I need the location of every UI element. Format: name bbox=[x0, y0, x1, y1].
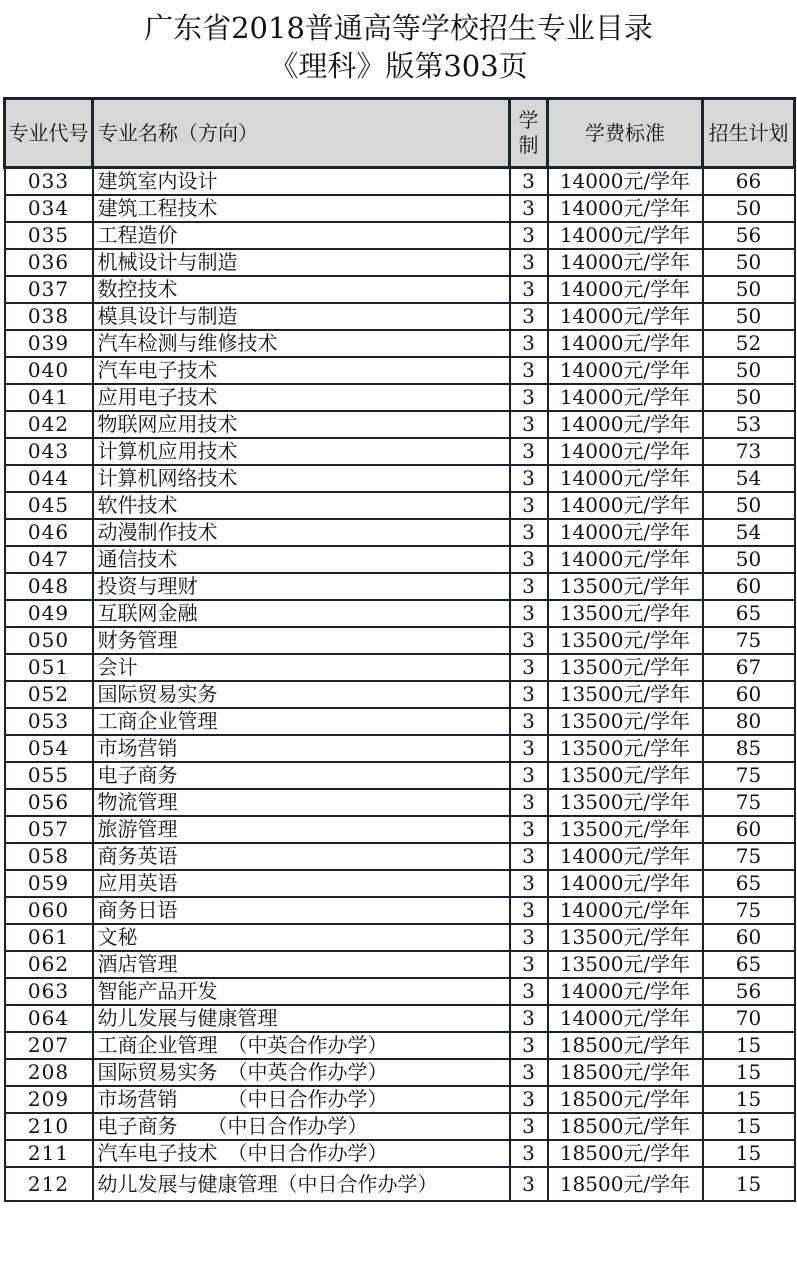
tuition-fee-cell: 14000元/学年 bbox=[548, 195, 703, 222]
table-row bbox=[5, 357, 795, 384]
table-row bbox=[5, 384, 795, 411]
enrollment-plan-cell: 50 bbox=[703, 384, 795, 411]
major-name-cell: 国际贸易实务 bbox=[93, 681, 510, 708]
tuition-fee-cell: 13500元/学年 bbox=[548, 600, 703, 627]
major-code-cell: 046 bbox=[5, 519, 93, 546]
enrollment-plan-cell: 60 bbox=[703, 573, 795, 600]
study-years-cell: 3 bbox=[510, 438, 548, 465]
major-name-cell: 商务英语 bbox=[93, 843, 510, 870]
enrollment-plan-cell: 50 bbox=[703, 357, 795, 384]
table-row bbox=[5, 195, 795, 222]
major-code-cell: 038 bbox=[5, 303, 93, 330]
study-years-cell: 3 bbox=[510, 168, 548, 196]
tuition-fee-cell: 18500元/学年 bbox=[548, 1167, 703, 1201]
major-code-cell: 057 bbox=[5, 816, 93, 843]
table-row bbox=[5, 600, 795, 627]
major-code-cell: 051 bbox=[5, 654, 93, 681]
table-row bbox=[5, 330, 795, 357]
tuition-fee-cell: 14000元/学年 bbox=[548, 492, 703, 519]
tuition-fee-cell: 14000元/学年 bbox=[548, 438, 703, 465]
table-row bbox=[5, 411, 795, 438]
major-code-cell: 062 bbox=[5, 951, 93, 978]
study-years-cell: 3 bbox=[510, 357, 548, 384]
enrollment-plan-cell: 50 bbox=[703, 195, 795, 222]
enrollment-plan-cell: 85 bbox=[703, 735, 795, 762]
tuition-fee-cell: 14000元/学年 bbox=[548, 546, 703, 573]
enrollment-plan-cell: 50 bbox=[703, 546, 795, 573]
table-row bbox=[5, 627, 795, 654]
table-row bbox=[5, 870, 795, 897]
major-name-cell: 工商企业管理 bbox=[93, 708, 510, 735]
tuition-fee-cell: 13500元/学年 bbox=[548, 654, 703, 681]
table-row bbox=[5, 1113, 795, 1140]
major-code-cell: 058 bbox=[5, 843, 93, 870]
table-row bbox=[5, 276, 795, 303]
study-years-cell: 3 bbox=[510, 303, 548, 330]
enrollment-plan-cell: 15 bbox=[703, 1086, 795, 1113]
enrollment-plan-cell: 52 bbox=[703, 330, 795, 357]
major-code-cell: 035 bbox=[5, 222, 93, 249]
enrollment-plan-cell: 50 bbox=[703, 492, 795, 519]
table-row bbox=[5, 1167, 795, 1201]
page-subtitle: 《理科》版第303页 bbox=[269, 49, 528, 83]
study-years-cell: 3 bbox=[510, 1086, 548, 1113]
major-code-cell: 055 bbox=[5, 762, 93, 789]
major-name-cell: 物流管理 bbox=[93, 789, 510, 816]
tuition-fee-cell: 14000元/学年 bbox=[548, 978, 703, 1005]
table-row bbox=[5, 1005, 795, 1032]
study-years-cell: 3 bbox=[510, 816, 548, 843]
enrollment-plan-cell: 66 bbox=[703, 168, 795, 196]
major-code-cell: 209 bbox=[5, 1086, 93, 1113]
enrollment-plan-cell: 15 bbox=[703, 1167, 795, 1201]
enrollment-plan-cell: 15 bbox=[703, 1059, 795, 1086]
tuition-fee-cell: 18500元/学年 bbox=[548, 1113, 703, 1140]
enrollment-plan-cell: 70 bbox=[703, 1005, 795, 1032]
table-row bbox=[5, 303, 795, 330]
table-row bbox=[5, 681, 795, 708]
major-name-cell: 应用英语 bbox=[93, 870, 510, 897]
major-code-cell: 047 bbox=[5, 546, 93, 573]
study-years-cell: 3 bbox=[510, 411, 548, 438]
major-name-cell: 模具设计与制造 bbox=[93, 303, 510, 330]
major-code-cell: 043 bbox=[5, 438, 93, 465]
study-years-cell: 3 bbox=[510, 1005, 548, 1032]
header-code: 专业代号 bbox=[5, 99, 93, 168]
enrollment-plan-cell: 73 bbox=[703, 438, 795, 465]
major-name-cell: 智能产品开发 bbox=[93, 978, 510, 1005]
table-row bbox=[5, 1059, 795, 1086]
major-name-cell: 文秘 bbox=[93, 924, 510, 951]
table-row bbox=[5, 843, 795, 870]
major-code-cell: 042 bbox=[5, 411, 93, 438]
tuition-fee-cell: 13500元/学年 bbox=[548, 924, 703, 951]
study-years-cell: 3 bbox=[510, 870, 548, 897]
major-code-cell: 034 bbox=[5, 195, 93, 222]
tuition-fee-cell: 14000元/学年 bbox=[548, 168, 703, 196]
study-years-cell: 3 bbox=[510, 681, 548, 708]
major-code-cell: 050 bbox=[5, 627, 93, 654]
tuition-fee-cell: 13500元/学年 bbox=[548, 789, 703, 816]
major-name-cell: 电子商务 （中日合作办学） bbox=[93, 1113, 510, 1140]
study-years-cell: 3 bbox=[510, 789, 548, 816]
enrollment-plan-cell: 60 bbox=[703, 681, 795, 708]
tuition-fee-cell: 14000元/学年 bbox=[548, 384, 703, 411]
page-title: 广东省2018普通高等学校招生专业目录 bbox=[144, 11, 653, 45]
table-row bbox=[5, 654, 795, 681]
major-name-cell: 市场营销 bbox=[93, 735, 510, 762]
study-years-cell: 3 bbox=[510, 735, 548, 762]
table-body bbox=[5, 168, 795, 1202]
study-years-cell: 3 bbox=[510, 924, 548, 951]
enrollment-plan-cell: 53 bbox=[703, 411, 795, 438]
study-years-cell: 3 bbox=[510, 1032, 548, 1059]
table-row bbox=[5, 546, 795, 573]
tuition-fee-cell: 18500元/学年 bbox=[548, 1140, 703, 1167]
table-row bbox=[5, 465, 795, 492]
table-row bbox=[5, 708, 795, 735]
major-name-cell: 建筑室内设计 bbox=[93, 168, 510, 196]
table-row bbox=[5, 573, 795, 600]
tuition-fee-cell: 14000元/学年 bbox=[548, 897, 703, 924]
table-row bbox=[5, 789, 795, 816]
major-name-cell: 幼儿发展与健康管理 bbox=[93, 1005, 510, 1032]
study-years-cell: 3 bbox=[510, 600, 548, 627]
header-plan: 招生计划 bbox=[703, 99, 795, 168]
enrollment-plan-cell: 75 bbox=[703, 789, 795, 816]
enrollment-plan-cell: 15 bbox=[703, 1140, 795, 1167]
tuition-fee-cell: 13500元/学年 bbox=[548, 708, 703, 735]
major-name-cell: 物联网应用技术 bbox=[93, 411, 510, 438]
enrollment-plan-cell: 54 bbox=[703, 519, 795, 546]
major-name-cell: 市场营销 （中日合作办学） bbox=[93, 1086, 510, 1113]
major-name-cell: 电子商务 bbox=[93, 762, 510, 789]
major-name-cell: 互联网金融 bbox=[93, 600, 510, 627]
study-years-cell: 3 bbox=[510, 546, 548, 573]
study-years-cell: 3 bbox=[510, 330, 548, 357]
tuition-fee-cell: 13500元/学年 bbox=[548, 735, 703, 762]
major-code-cell: 061 bbox=[5, 924, 93, 951]
major-code-cell: 063 bbox=[5, 978, 93, 1005]
enrollment-plan-cell: 75 bbox=[703, 843, 795, 870]
study-years-cell: 3 bbox=[510, 195, 548, 222]
table-row bbox=[5, 924, 795, 951]
study-years-cell: 3 bbox=[510, 843, 548, 870]
study-years-cell: 3 bbox=[510, 276, 548, 303]
major-name-cell: 会计 bbox=[93, 654, 510, 681]
tuition-fee-cell: 14000元/学年 bbox=[548, 843, 703, 870]
table-header bbox=[5, 99, 795, 168]
tuition-fee-cell: 14000元/学年 bbox=[548, 357, 703, 384]
major-name-cell: 旅游管理 bbox=[93, 816, 510, 843]
table-row bbox=[5, 249, 795, 276]
major-code-cell: 044 bbox=[5, 465, 93, 492]
major-code-cell: 064 bbox=[5, 1005, 93, 1032]
header-name: 专业名称（方向） bbox=[93, 99, 510, 168]
study-years-cell: 3 bbox=[510, 492, 548, 519]
major-code-cell: 048 bbox=[5, 573, 93, 600]
enrollment-plan-cell: 65 bbox=[703, 951, 795, 978]
major-code-cell: 212 bbox=[5, 1167, 93, 1201]
study-years-cell: 3 bbox=[510, 1059, 548, 1086]
major-name-cell: 投资与理财 bbox=[93, 573, 510, 600]
enrollment-plan-cell: 80 bbox=[703, 708, 795, 735]
study-years-cell: 3 bbox=[510, 465, 548, 492]
tuition-fee-cell: 13500元/学年 bbox=[548, 951, 703, 978]
major-name-cell: 工程造价 bbox=[93, 222, 510, 249]
enrollment-plan-cell: 54 bbox=[703, 465, 795, 492]
major-code-cell: 053 bbox=[5, 708, 93, 735]
header-years: 学制 bbox=[510, 99, 548, 168]
table-row bbox=[5, 951, 795, 978]
table-row bbox=[5, 897, 795, 924]
study-years-cell: 3 bbox=[510, 978, 548, 1005]
major-name-cell: 汽车电子技术 （中日合作办学） bbox=[93, 1140, 510, 1167]
major-code-cell: 041 bbox=[5, 384, 93, 411]
enrollment-plan-cell: 75 bbox=[703, 762, 795, 789]
header-fee: 学费标准 bbox=[548, 99, 703, 168]
tuition-fee-cell: 18500元/学年 bbox=[548, 1086, 703, 1113]
table-row bbox=[5, 762, 795, 789]
table-row bbox=[5, 492, 795, 519]
major-code-cell: 059 bbox=[5, 870, 93, 897]
enrollment-plan-cell: 75 bbox=[703, 627, 795, 654]
study-years-cell: 3 bbox=[510, 708, 548, 735]
table-row bbox=[5, 222, 795, 249]
enrollment-plan-cell: 50 bbox=[703, 249, 795, 276]
tuition-fee-cell: 14000元/学年 bbox=[548, 465, 703, 492]
tuition-fee-cell: 13500元/学年 bbox=[548, 627, 703, 654]
table-row bbox=[5, 1086, 795, 1113]
enrollment-plan-cell: 75 bbox=[703, 897, 795, 924]
table-row bbox=[5, 519, 795, 546]
major-name-cell: 通信技术 bbox=[93, 546, 510, 573]
tuition-fee-cell: 14000元/学年 bbox=[548, 222, 703, 249]
tuition-fee-cell: 13500元/学年 bbox=[548, 681, 703, 708]
major-name-cell: 机械设计与制造 bbox=[93, 249, 510, 276]
major-code-cell: 210 bbox=[5, 1113, 93, 1140]
major-name-cell: 建筑工程技术 bbox=[93, 195, 510, 222]
major-code-cell: 207 bbox=[5, 1032, 93, 1059]
study-years-cell: 3 bbox=[510, 222, 548, 249]
enrollment-plan-cell: 67 bbox=[703, 654, 795, 681]
enrollment-plan-cell: 56 bbox=[703, 978, 795, 1005]
tuition-fee-cell: 14000元/学年 bbox=[548, 276, 703, 303]
enrollment-plan-cell: 15 bbox=[703, 1113, 795, 1140]
major-name-cell: 商务日语 bbox=[93, 897, 510, 924]
major-name-cell: 工商企业管理 （中英合作办学） bbox=[93, 1032, 510, 1059]
tuition-fee-cell: 14000元/学年 bbox=[548, 303, 703, 330]
major-code-cell: 211 bbox=[5, 1140, 93, 1167]
major-name-cell: 酒店管理 bbox=[93, 951, 510, 978]
table-row bbox=[5, 438, 795, 465]
major-code-cell: 036 bbox=[5, 249, 93, 276]
major-code-cell: 033 bbox=[5, 168, 93, 196]
tuition-fee-cell: 14000元/学年 bbox=[548, 249, 703, 276]
major-name-cell: 软件技术 bbox=[93, 492, 510, 519]
tuition-fee-cell: 14000元/学年 bbox=[548, 330, 703, 357]
major-name-cell: 汽车检测与维修技术 bbox=[93, 330, 510, 357]
study-years-cell: 3 bbox=[510, 1167, 548, 1201]
major-name-cell: 数控技术 bbox=[93, 276, 510, 303]
enrollment-plan-cell: 56 bbox=[703, 222, 795, 249]
study-years-cell: 3 bbox=[510, 951, 548, 978]
major-name-cell: 应用电子技术 bbox=[93, 384, 510, 411]
major-name-cell: 计算机应用技术 bbox=[93, 438, 510, 465]
major-code-cell: 060 bbox=[5, 897, 93, 924]
study-years-cell: 3 bbox=[510, 627, 548, 654]
tuition-fee-cell: 14000元/学年 bbox=[548, 870, 703, 897]
table-row bbox=[5, 816, 795, 843]
tuition-fee-cell: 13500元/学年 bbox=[548, 816, 703, 843]
enrollment-plan-cell: 65 bbox=[703, 870, 795, 897]
tuition-fee-cell: 13500元/学年 bbox=[548, 573, 703, 600]
study-years-cell: 3 bbox=[510, 654, 548, 681]
study-years-cell: 3 bbox=[510, 573, 548, 600]
major-code-cell: 040 bbox=[5, 357, 93, 384]
major-code-cell: 052 bbox=[5, 681, 93, 708]
tuition-fee-cell: 18500元/学年 bbox=[548, 1059, 703, 1086]
study-years-cell: 3 bbox=[510, 249, 548, 276]
table-row bbox=[5, 978, 795, 1005]
table-row bbox=[5, 735, 795, 762]
study-years-cell: 3 bbox=[510, 1140, 548, 1167]
tuition-fee-cell: 14000元/学年 bbox=[548, 411, 703, 438]
tuition-fee-cell: 14000元/学年 bbox=[548, 1005, 703, 1032]
enrollment-plan-cell: 60 bbox=[703, 816, 795, 843]
major-code-cell: 039 bbox=[5, 330, 93, 357]
major-code-cell: 045 bbox=[5, 492, 93, 519]
major-code-cell: 056 bbox=[5, 789, 93, 816]
study-years-cell: 3 bbox=[510, 1113, 548, 1140]
study-years-cell: 3 bbox=[510, 897, 548, 924]
enrollment-plan-cell: 50 bbox=[703, 276, 795, 303]
enrollment-plan-cell: 60 bbox=[703, 924, 795, 951]
enrollment-plan-cell: 65 bbox=[703, 600, 795, 627]
study-years-cell: 3 bbox=[510, 519, 548, 546]
major-code-cell: 049 bbox=[5, 600, 93, 627]
tuition-fee-cell: 14000元/学年 bbox=[548, 519, 703, 546]
study-years-cell: 3 bbox=[510, 762, 548, 789]
majors-table bbox=[3, 97, 796, 1202]
major-name-cell: 国际贸易实务 （中英合作办学） bbox=[93, 1059, 510, 1086]
major-name-cell: 计算机网络技术 bbox=[93, 465, 510, 492]
tuition-fee-cell: 13500元/学年 bbox=[548, 762, 703, 789]
major-code-cell: 054 bbox=[5, 735, 93, 762]
major-name-cell: 汽车电子技术 bbox=[93, 357, 510, 384]
enrollment-plan-cell: 15 bbox=[703, 1032, 795, 1059]
tuition-fee-cell: 18500元/学年 bbox=[548, 1032, 703, 1059]
major-name-cell: 动漫制作技术 bbox=[93, 519, 510, 546]
study-years-cell: 3 bbox=[510, 384, 548, 411]
table-row bbox=[5, 168, 795, 196]
enrollment-plan-cell: 50 bbox=[703, 303, 795, 330]
major-name-cell: 财务管理 bbox=[93, 627, 510, 654]
table-row bbox=[5, 1032, 795, 1059]
major-code-cell: 208 bbox=[5, 1059, 93, 1086]
table-row bbox=[5, 1140, 795, 1167]
major-code-cell: 037 bbox=[5, 276, 93, 303]
major-name-cell: 幼儿发展与健康管理（中日合作办学） bbox=[93, 1167, 510, 1201]
